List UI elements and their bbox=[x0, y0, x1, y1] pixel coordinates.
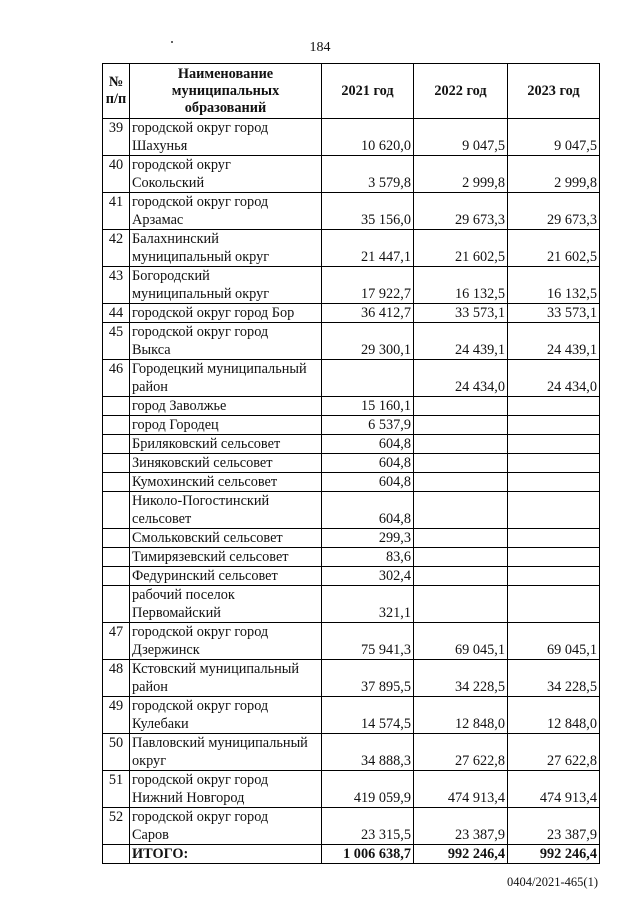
municipality-name bbox=[130, 492, 322, 529]
value-2021: 302,4 bbox=[322, 567, 414, 586]
municipality-name-line: городской округ город bbox=[132, 772, 269, 788]
value-2023 bbox=[508, 416, 600, 435]
value-2023: 474 913,4 bbox=[508, 771, 600, 808]
header-num bbox=[103, 64, 130, 119]
value-2023 bbox=[508, 454, 600, 473]
municipality-name bbox=[130, 548, 322, 567]
row-number: 40 bbox=[103, 156, 130, 193]
value-2022 bbox=[414, 454, 508, 473]
municipality-name-line: Саров bbox=[132, 827, 169, 843]
table-row bbox=[103, 156, 600, 193]
municipality-name-line: городской округ город bbox=[132, 324, 269, 340]
value-2022: 16 132,5 bbox=[414, 267, 508, 304]
municipality-name-line: Первомайский bbox=[132, 605, 221, 621]
value-2021: 29 300,1 bbox=[322, 323, 414, 360]
table-row bbox=[103, 771, 600, 808]
total-row bbox=[103, 845, 600, 864]
municipality-name-line: Сокольский bbox=[132, 175, 205, 191]
document-code: 0404/2021-465(1) bbox=[507, 875, 598, 889]
value-2021: 604,8 bbox=[322, 473, 414, 492]
table-row bbox=[103, 304, 600, 323]
municipality-name bbox=[130, 304, 322, 323]
municipality-name-line: городской округ город bbox=[132, 698, 269, 714]
value-2021: 299,3 bbox=[322, 529, 414, 548]
row-number: 52 bbox=[103, 808, 130, 845]
municipality-name bbox=[130, 360, 322, 397]
value-2022: 29 673,3 bbox=[414, 193, 508, 230]
value-2023: 24 439,1 bbox=[508, 323, 600, 360]
municipality-name-line: Кулебаки bbox=[132, 716, 189, 732]
row-number bbox=[103, 473, 130, 492]
municipality-name bbox=[130, 435, 322, 454]
municipality-name bbox=[130, 193, 322, 230]
budget-table bbox=[102, 63, 600, 864]
table-row bbox=[103, 193, 600, 230]
value-2023: 27 622,8 bbox=[508, 734, 600, 771]
value-2021: 604,8 bbox=[322, 435, 414, 454]
value-2023: 9 047,5 bbox=[508, 119, 600, 156]
header-num-line: п/п bbox=[105, 91, 127, 107]
value-2023: 21 602,5 bbox=[508, 230, 600, 267]
municipality-name-line: Балахнинский bbox=[132, 231, 219, 247]
value-2022 bbox=[414, 492, 508, 529]
value-2021: 34 888,3 bbox=[322, 734, 414, 771]
row-number bbox=[103, 492, 130, 529]
table-row bbox=[103, 808, 600, 845]
header-name bbox=[130, 64, 322, 119]
row-number: 44 bbox=[103, 304, 130, 323]
value-2022 bbox=[414, 567, 508, 586]
row-number bbox=[103, 529, 130, 548]
value-2022 bbox=[414, 397, 508, 416]
row-number bbox=[103, 567, 130, 586]
value-2023 bbox=[508, 492, 600, 529]
row-number: 50 bbox=[103, 734, 130, 771]
municipality-name-line: округ bbox=[132, 753, 167, 769]
municipality-name-line: муниципальный округ bbox=[132, 249, 270, 265]
table-row bbox=[103, 360, 600, 397]
value-2023: 33 573,1 bbox=[508, 304, 600, 323]
value-2021: 604,8 bbox=[322, 454, 414, 473]
table-row bbox=[103, 548, 600, 567]
municipality-name bbox=[130, 808, 322, 845]
table-row bbox=[103, 119, 600, 156]
value-2022: 9 047,5 bbox=[414, 119, 508, 156]
value-2023: 29 673,3 bbox=[508, 193, 600, 230]
value-2021: 419 059,9 bbox=[322, 771, 414, 808]
municipality-name bbox=[130, 586, 322, 623]
table-row bbox=[103, 734, 600, 771]
municipality-name bbox=[130, 567, 322, 586]
municipality-name bbox=[130, 529, 322, 548]
municipality-name-line: Шахунья bbox=[132, 138, 188, 154]
value-2021: 321,1 bbox=[322, 586, 414, 623]
row-number: 39 bbox=[103, 119, 130, 156]
municipality-name-line: Николо-Погостинский bbox=[132, 493, 270, 509]
municipality-name-line: Богородский bbox=[132, 268, 210, 284]
value-2021: 35 156,0 bbox=[322, 193, 414, 230]
row-number bbox=[103, 586, 130, 623]
municipality-name-line: Павловский муниципальный bbox=[132, 735, 308, 751]
header-name-line: муниципальных bbox=[171, 82, 280, 99]
header-2021: 2021 год bbox=[322, 64, 414, 119]
value-2022 bbox=[414, 416, 508, 435]
municipality-name-line: сельсовет bbox=[132, 511, 192, 527]
value-2023: 69 045,1 bbox=[508, 623, 600, 660]
table-row bbox=[103, 586, 600, 623]
value-2022 bbox=[414, 473, 508, 492]
municipality-name-line: Выкса bbox=[132, 342, 171, 358]
value-2023 bbox=[508, 548, 600, 567]
value-2023: 16 132,5 bbox=[508, 267, 600, 304]
value-2023 bbox=[508, 473, 600, 492]
municipality-name-line: Бриляковский сельсовет bbox=[132, 436, 281, 452]
scan-speck bbox=[171, 41, 173, 43]
value-2023: 34 228,5 bbox=[508, 660, 600, 697]
table-row bbox=[103, 567, 600, 586]
municipality-name bbox=[130, 416, 322, 435]
value-2021: 3 579,8 bbox=[322, 156, 414, 193]
row-number bbox=[103, 416, 130, 435]
value-2021: 15 160,1 bbox=[322, 397, 414, 416]
municipality-name-line: городской округ город bbox=[132, 809, 269, 825]
table-row bbox=[103, 267, 600, 304]
value-2021: 37 895,5 bbox=[322, 660, 414, 697]
value-2022: 33 573,1 bbox=[414, 304, 508, 323]
row-number: 42 bbox=[103, 230, 130, 267]
value-2021: 6 537,9 bbox=[322, 416, 414, 435]
header-2023: 2023 год bbox=[508, 64, 600, 119]
value-2021: 17 922,7 bbox=[322, 267, 414, 304]
municipality-name-line: Смольковский сельсовет bbox=[132, 530, 283, 546]
value-2022: 27 622,8 bbox=[414, 734, 508, 771]
value-2022: 69 045,1 bbox=[414, 623, 508, 660]
value-2022 bbox=[414, 529, 508, 548]
municipality-name-line: район bbox=[132, 379, 168, 395]
municipality-name-line: городской округ город bbox=[132, 624, 269, 640]
table-row bbox=[103, 623, 600, 660]
municipality-name-line: Кумохинский сельсовет bbox=[132, 474, 278, 490]
row-number: 49 bbox=[103, 697, 130, 734]
value-2022: 21 602,5 bbox=[414, 230, 508, 267]
municipality-name bbox=[130, 230, 322, 267]
value-2022: 12 848,0 bbox=[414, 697, 508, 734]
table-row bbox=[103, 492, 600, 529]
header-2022: 2022 год bbox=[414, 64, 508, 119]
row-number: 46 bbox=[103, 360, 130, 397]
municipality-name-line: городской округ bbox=[132, 157, 231, 173]
municipality-name bbox=[130, 323, 322, 360]
table-row bbox=[103, 397, 600, 416]
value-2021: 83,6 bbox=[322, 548, 414, 567]
municipality-name bbox=[130, 734, 322, 771]
row-number: 48 bbox=[103, 660, 130, 697]
total-num bbox=[103, 845, 130, 864]
value-2022 bbox=[414, 435, 508, 454]
page-number: 184 bbox=[309, 40, 331, 55]
row-number: 43 bbox=[103, 267, 130, 304]
table-row bbox=[103, 416, 600, 435]
municipality-name bbox=[130, 119, 322, 156]
value-2023: 2 999,8 bbox=[508, 156, 600, 193]
municipality-name-line: Нижний Новгород bbox=[132, 790, 245, 806]
total-2022: 992 246,4 bbox=[414, 845, 508, 864]
value-2023: 24 434,0 bbox=[508, 360, 600, 397]
municipality-name-line: рабочий поселок bbox=[132, 587, 235, 603]
municipality-name bbox=[130, 397, 322, 416]
value-2021: 604,8 bbox=[322, 492, 414, 529]
table-row bbox=[103, 323, 600, 360]
value-2023 bbox=[508, 397, 600, 416]
value-2021: 21 447,1 bbox=[322, 230, 414, 267]
total-label: ИТОГО: bbox=[130, 845, 322, 864]
municipality-name-line: город Заволжье bbox=[132, 398, 227, 414]
value-2021: 36 412,7 bbox=[322, 304, 414, 323]
municipality-name bbox=[130, 156, 322, 193]
value-2023: 23 387,9 bbox=[508, 808, 600, 845]
table-row bbox=[103, 473, 600, 492]
row-number: 51 bbox=[103, 771, 130, 808]
table-body bbox=[103, 119, 600, 864]
row-number bbox=[103, 454, 130, 473]
municipality-name-line: Тимирязевский сельсовет bbox=[132, 549, 289, 565]
value-2023 bbox=[508, 529, 600, 548]
value-2022 bbox=[414, 548, 508, 567]
municipality-name-line: Дзержинск bbox=[132, 642, 200, 658]
value-2022: 24 434,0 bbox=[414, 360, 508, 397]
table-row bbox=[103, 660, 600, 697]
municipality-name-line: городской округ город Бор bbox=[132, 305, 295, 321]
value-2023 bbox=[508, 435, 600, 454]
table-row bbox=[103, 697, 600, 734]
value-2021: 75 941,3 bbox=[322, 623, 414, 660]
municipality-name-line: район bbox=[132, 679, 168, 695]
municipality-name bbox=[130, 454, 322, 473]
value-2022: 24 439,1 bbox=[414, 323, 508, 360]
municipality-name-line: Кстовский муниципальный bbox=[132, 661, 300, 677]
municipality-name-line: Городецкий муниципальный bbox=[132, 361, 307, 377]
header-num-line: № bbox=[108, 74, 124, 90]
value-2021 bbox=[322, 360, 414, 397]
municipality-name-line: Арзамас bbox=[132, 212, 184, 228]
value-2023: 12 848,0 bbox=[508, 697, 600, 734]
value-2021: 10 620,0 bbox=[322, 119, 414, 156]
table-row bbox=[103, 529, 600, 548]
municipality-name-line: город Городец bbox=[132, 417, 219, 433]
municipality-name bbox=[130, 267, 322, 304]
row-number bbox=[103, 435, 130, 454]
table-row bbox=[103, 454, 600, 473]
municipality-name-line: Федуринский сельсовет bbox=[132, 568, 278, 584]
total-2021: 1 006 638,7 bbox=[322, 845, 414, 864]
header-name-line: Наименование bbox=[177, 65, 274, 82]
municipality-name bbox=[130, 771, 322, 808]
row-number: 47 bbox=[103, 623, 130, 660]
value-2023 bbox=[508, 567, 600, 586]
value-2022: 474 913,4 bbox=[414, 771, 508, 808]
row-number: 41 bbox=[103, 193, 130, 230]
value-2021: 23 315,5 bbox=[322, 808, 414, 845]
table-row bbox=[103, 435, 600, 454]
municipality-name bbox=[130, 623, 322, 660]
header-name-line: образований bbox=[184, 99, 267, 116]
municipality-name-line: Зиняковский сельсовет bbox=[132, 455, 273, 471]
municipality-name bbox=[130, 473, 322, 492]
value-2023 bbox=[508, 586, 600, 623]
row-number bbox=[103, 397, 130, 416]
table-header-row bbox=[103, 64, 600, 119]
value-2022 bbox=[414, 586, 508, 623]
municipality-name bbox=[130, 697, 322, 734]
municipality-name-line: городской округ город bbox=[132, 120, 269, 136]
total-2023: 992 246,4 bbox=[508, 845, 600, 864]
row-number: 45 bbox=[103, 323, 130, 360]
municipality-name-line: муниципальный округ bbox=[132, 286, 270, 302]
value-2021: 14 574,5 bbox=[322, 697, 414, 734]
row-number bbox=[103, 548, 130, 567]
municipality-name-line: городской округ город bbox=[132, 194, 269, 210]
value-2022: 2 999,8 bbox=[414, 156, 508, 193]
table-row bbox=[103, 230, 600, 267]
value-2022: 34 228,5 bbox=[414, 660, 508, 697]
municipality-name bbox=[130, 660, 322, 697]
value-2022: 23 387,9 bbox=[414, 808, 508, 845]
